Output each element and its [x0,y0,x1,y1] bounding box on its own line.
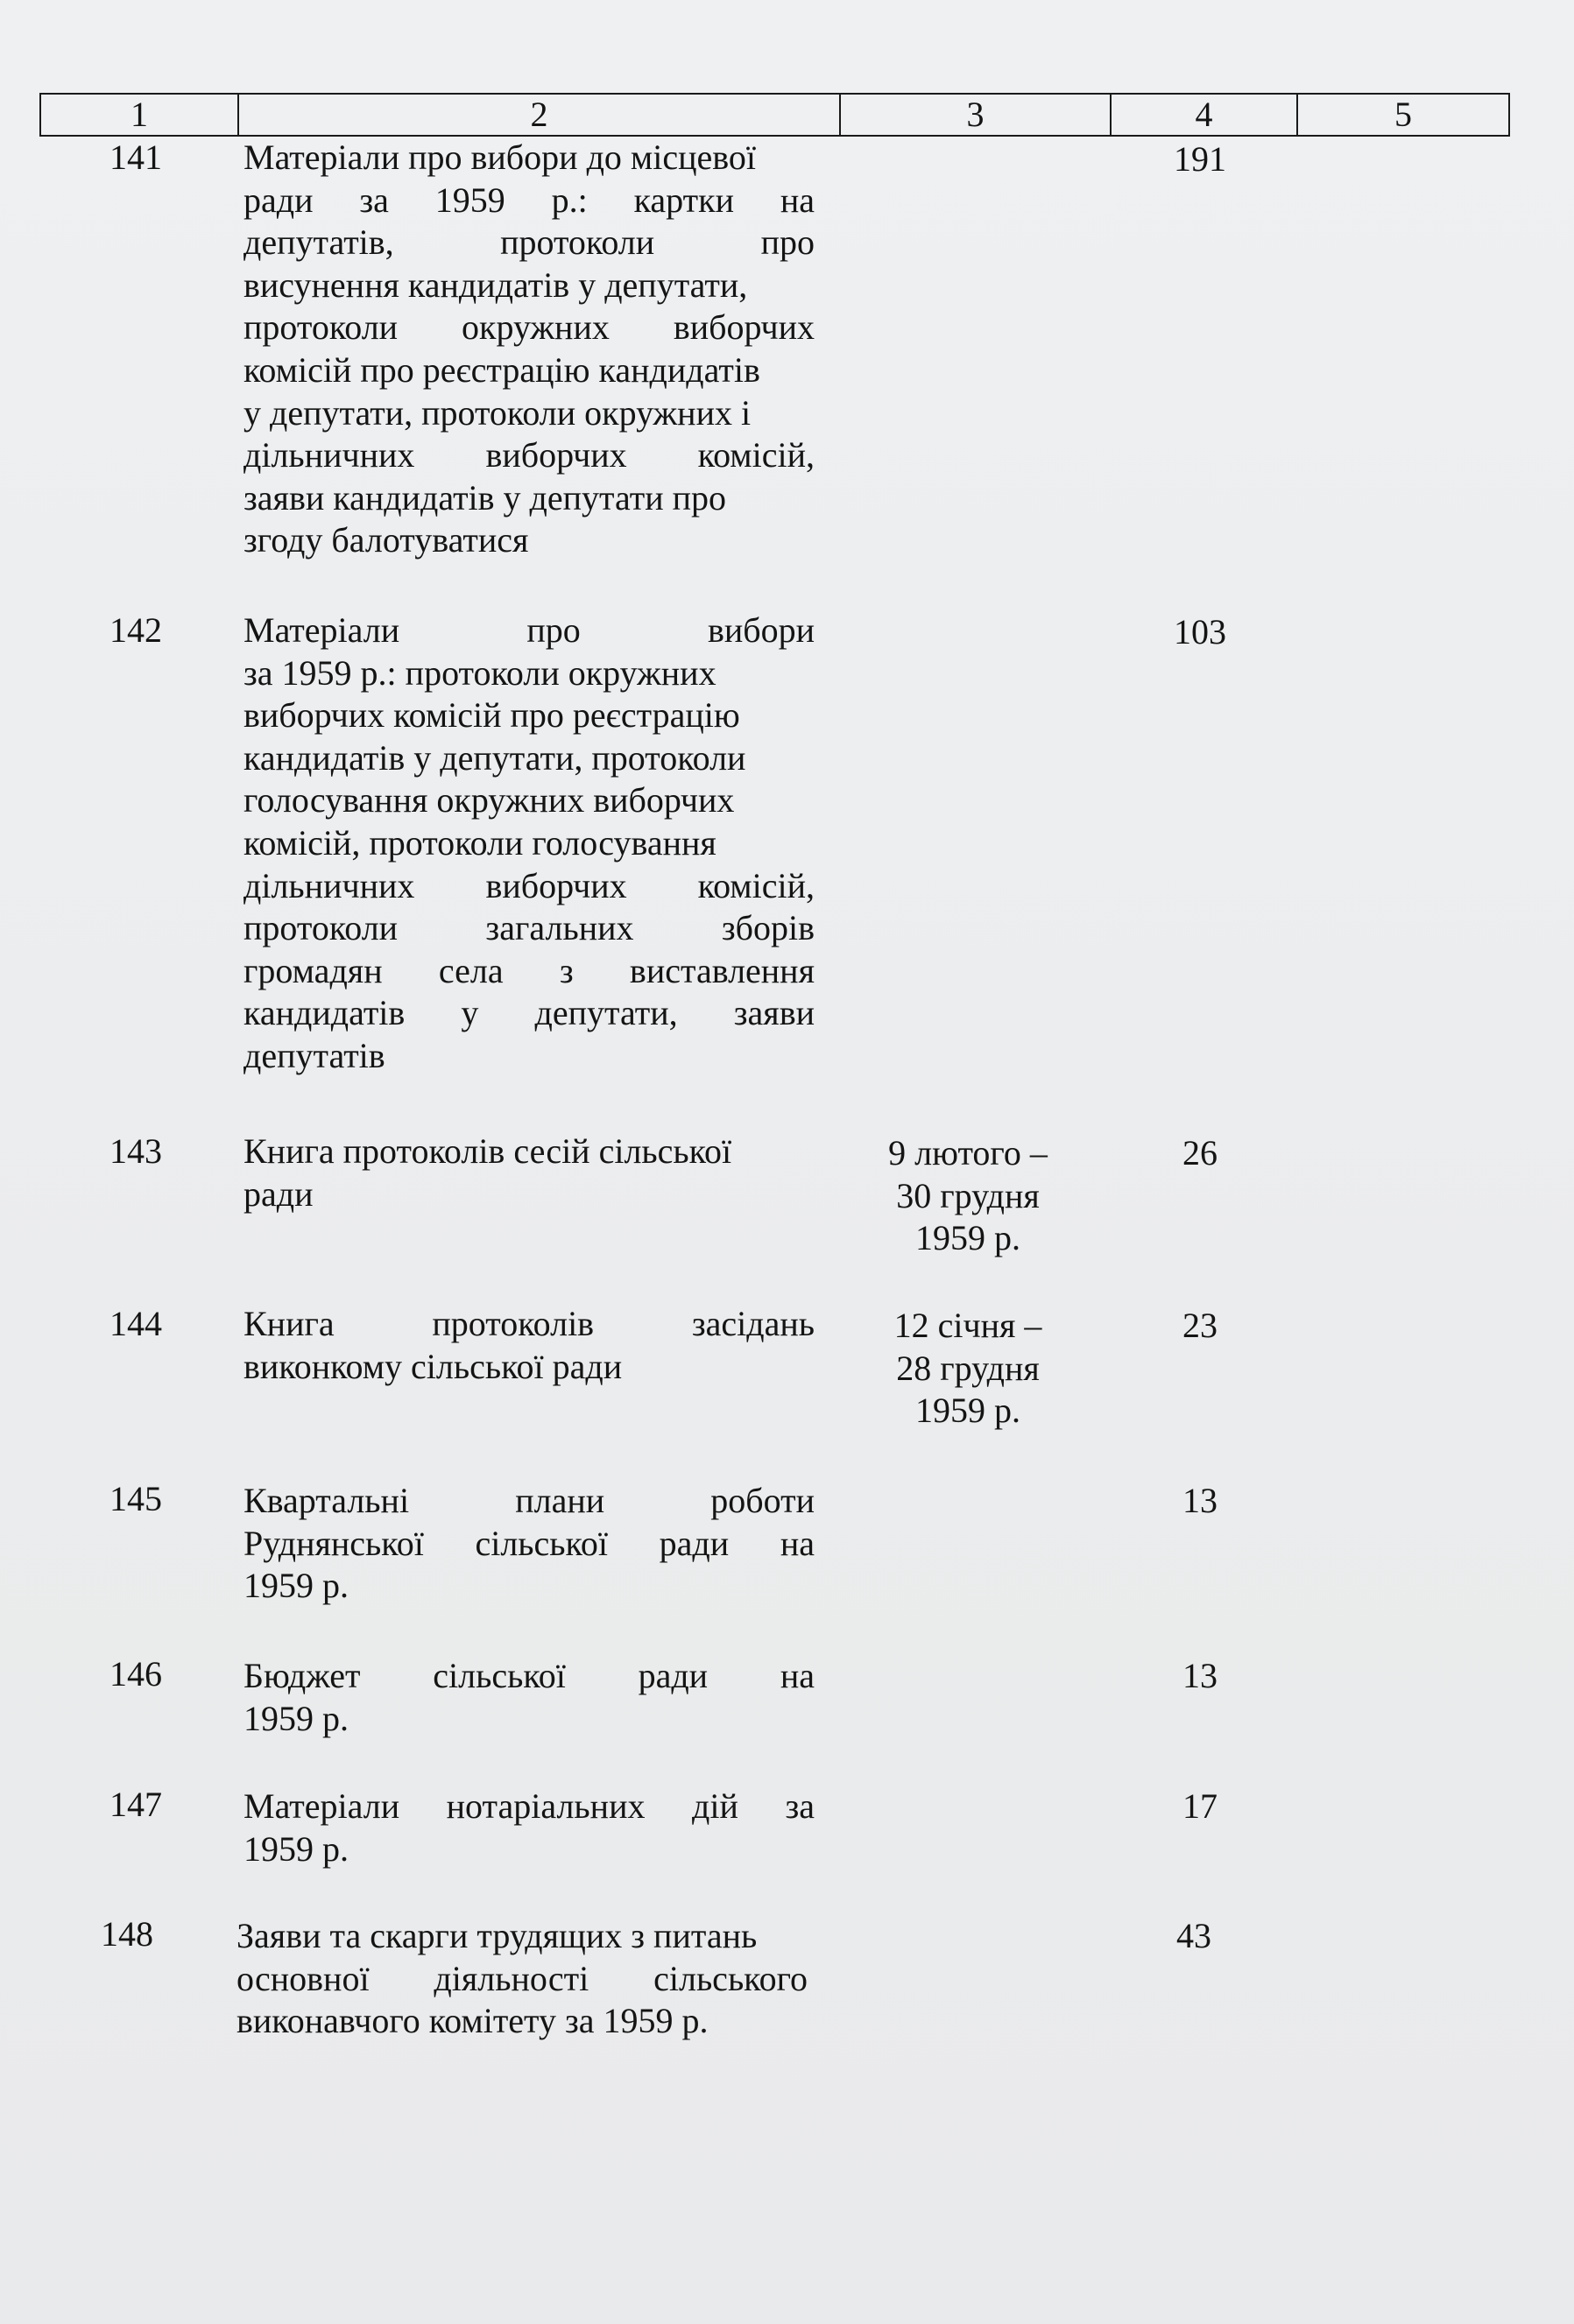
date-line: 30 грудня [896,1175,1040,1215]
title-line: протоколи окружних виборчих [244,307,815,348]
title-line: Заяви та скарги трудящих з питань [236,1916,758,1955]
title-line: депутатів [244,1035,385,1075]
table-header-row [39,93,1510,137]
title-line: громадян села з виставлення [244,950,815,990]
title-line: основної діяльності сільського [236,1958,808,1998]
title-line: ради за 1959 р.: картки на [244,180,815,220]
file-number: 145 [109,1479,162,1518]
file-number: 146 [109,1654,162,1694]
title-line: кандидатів у депутати, заяви [244,993,815,1033]
title-line: виборчих комісій про реєстрацію [244,695,740,736]
date-line: 9 лютого – [888,1133,1048,1173]
file-title [244,1303,815,1388]
sheet-count: 26 [1182,1133,1218,1173]
title-line: депутатів, протоколи про [244,222,815,263]
title-line: Руднянської сільської ради на [244,1523,815,1563]
date-line: 1959 р. [915,1391,1020,1431]
title-line: висунення кандидатів у депутати, [244,264,748,305]
file-title [244,1130,815,1215]
file-title [244,137,815,562]
title-line: Книга протоколів засідань [244,1304,815,1343]
date-line: 28 грудня [896,1348,1040,1388]
file-title [236,1915,808,2043]
title-line: протоколи загальних зборів [244,908,815,948]
title-line: заяви кандидатів у депутати про [244,477,727,518]
title-line: згоду балотуватися [244,520,529,560]
title-line: за 1959 р.: протоколи окружних [244,652,716,693]
file-number: 141 [109,137,162,177]
file-dates [841,1305,1095,1433]
sheet-count: 13 [1182,1481,1218,1520]
title-line: дільничних виборчих комісій, [244,865,815,905]
title-line: комісій про реєстрацію кандидатів [244,349,760,390]
file-title [244,1785,815,1870]
date-line: 12 січня – [893,1306,1042,1345]
title-line: 1959 р. [244,1828,349,1869]
title-line: Матеріали про вибори до місцевої [244,137,756,177]
title-line: Квартальні плани роботи [244,1481,815,1520]
title-line: виконкому сільської ради [244,1346,623,1386]
title-line: Книга протоколів сесій сільської [244,1131,732,1171]
title-line: комісій, протоколи голосування [244,822,716,863]
title-line: 1959 р. [244,1566,349,1606]
header-col-3: 3 [841,95,1112,135]
title-line: Матеріали нотаріальних дій за [244,1786,815,1826]
header-col-5: 5 [1394,95,1412,134]
header-col-1: 1 [41,95,239,135]
sheet-count: 13 [1182,1656,1218,1695]
header-col-2: 2 [239,95,841,135]
file-title [244,609,815,1078]
file-number: 147 [109,1785,162,1824]
file-dates [841,1132,1095,1260]
title-line: виконавчого комітету за 1959 р. [236,2001,709,2041]
sheet-count: 103 [1174,612,1226,651]
file-title [244,1655,815,1740]
title-line: голосування окружних виборчих [244,780,735,820]
sheet-count: 191 [1174,139,1226,179]
file-title [244,1480,815,1608]
title-line: у депутати, протоколи окружних і [244,392,752,433]
title-line: Бюджет сільської ради на [244,1656,815,1695]
title-line: Матеріали про вибори [244,610,815,650]
file-number: 143 [109,1131,162,1171]
title-line: дільничних виборчих комісій, [244,435,815,475]
sheet-count: 17 [1182,1786,1218,1826]
sheet-count: 23 [1182,1306,1218,1345]
title-line: 1959 р. [244,1698,349,1738]
title-line: ради [244,1173,314,1214]
header-col-4: 4 [1112,95,1298,135]
file-number: 148 [101,1914,153,1954]
title-line: кандидатів у депутати, протоколи [244,737,746,778]
date-line: 1959 р. [915,1218,1020,1258]
file-number: 144 [109,1304,162,1343]
sheet-count: 43 [1176,1916,1211,1955]
file-number: 142 [109,610,162,650]
